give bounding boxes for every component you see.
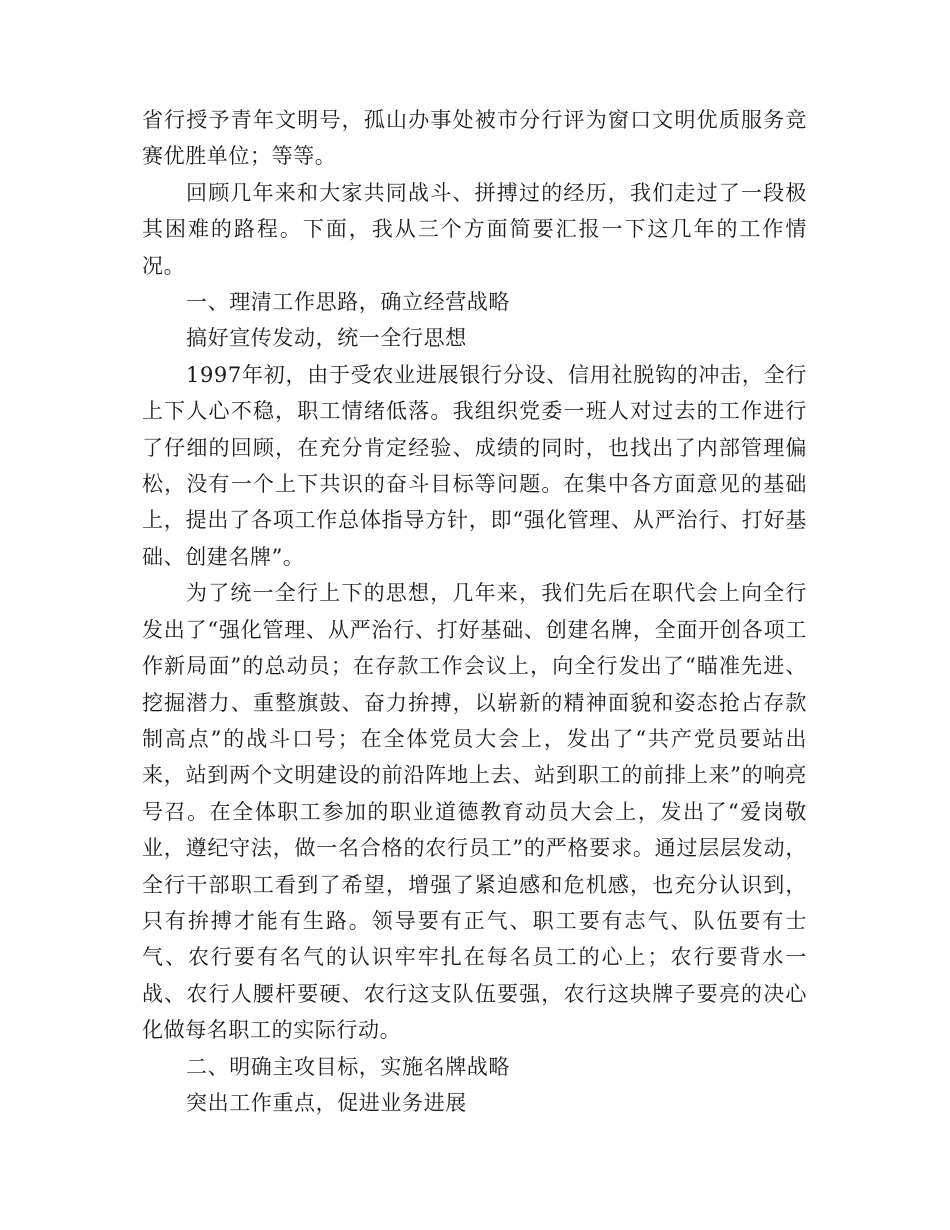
paragraph-review-intro: 回顾几年来和大家共同战斗、拼搏过的经历，我们走过了一段极其困难的路程。下面，我从三个方面简要汇报一下这几年的工作情况。 (142, 180, 807, 278)
section-heading-1: 一、理清工作思路，确立经营战略 (186, 290, 510, 315)
section-heading-2: 二、明确主攻目标，实施名牌战略 (186, 1054, 510, 1079)
subheading-1: 搞好宣传发动，统一全行思想 (186, 326, 467, 351)
subheading-2: 突出工作重点，促进业务进展 (186, 1090, 467, 1115)
paragraph-1997: 1997年初，由于受农业进展银行分设、信用社脱钩的冲击，全行上下人心不稳，职工情绪低落。我组织党委一班人对过去的工作进行了仔细的回顾，在充分肯定经验、成绩的同时，也找出了内部管理偏松，没有一个上下共识的奋斗目标等问题。在集中各方面意见的基础上，提出了各项工作总体指导方针，即“强化管理、从严治行、打好基础、创建名牌”。 (142, 362, 807, 569)
paragraph-unify-thinking: 为了统一全行上下的思想，几年来，我们先后在职代会上向全行发出了“强化管理、从严治行、打好基础、创建名牌，全面开创各项工作新局面”的总动员；在存款工作会议上，向全行发出了“瞄准先进、挖掘潜力、重整旗鼓、奋力拚搏，以崭新的精神面貌和姿态抢占存款制高点”的战斗口号；在全体党员大会上，发出了“共产党员要站出来，站到两个文明建设的前沿阵地上去、站到职工的前排上来”的响亮号召。在全体职工参加的职业道德教育动员大会上，发出了“爱岗敬业，遵纪守法，做一名合格的农行员工”的严格要求。通过层层发动，全行干部职工看到了希望，增强了紧迫感和危机感，也充分认识到，只有拚搏才能有生路。领导要有正气、职工要有志气、队伍要有士气、农行要有名气的认识牢牢扎在每名员工的心上；农行要背水一战、农行人腰杆要硬、农行这支队伍要强，农行这块牌子要亮的决心化做每名职工的实际行动。 (142, 581, 807, 1043)
document-body (142, 102, 807, 1121)
paragraph-closing-awards: 省行授予青年文明号，孤山办事处被市分行评为窗口文明优质服务竞赛优胜单位；等等。 (142, 108, 807, 169)
